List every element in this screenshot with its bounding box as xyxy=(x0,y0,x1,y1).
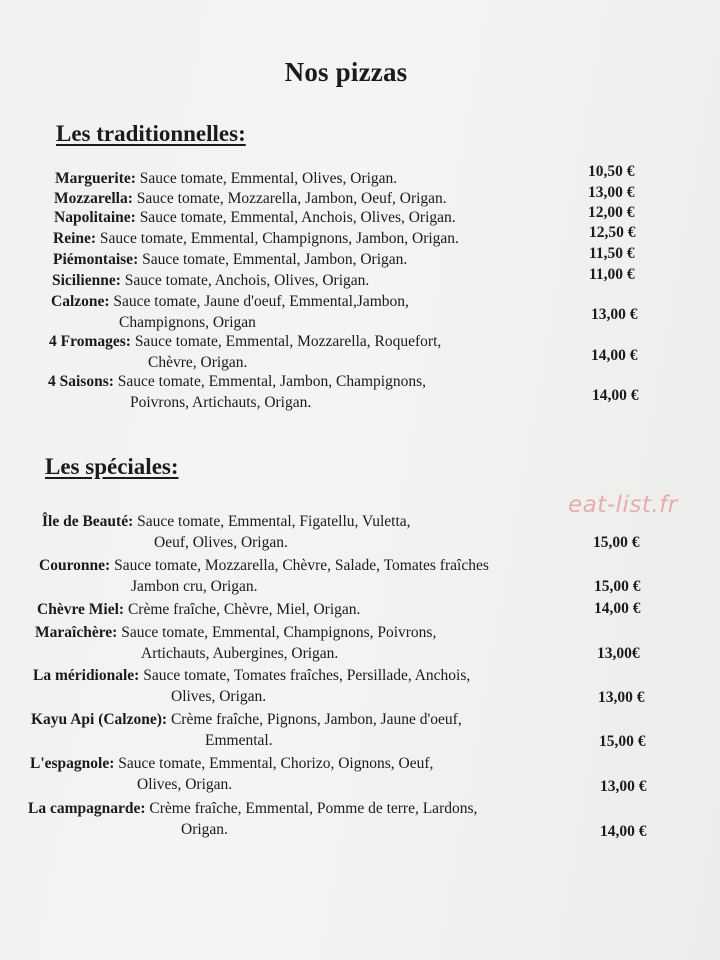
menu-item xyxy=(49,332,441,373)
item-desc: Sauce tomate, Emmental, Champignons, Poivrons, xyxy=(121,624,437,641)
item-desc-continued: Artichauts, Aubergines, Origan. xyxy=(141,644,339,662)
item-desc: Sauce tomate, Mozzarella, Chèvre, Salade, Tomates fraîches xyxy=(114,557,489,574)
item-name: Maraîchère: xyxy=(35,624,118,641)
menu-item xyxy=(54,189,447,210)
item-desc: Sauce tomate, Emmental, Anchois, Olives, Origan. xyxy=(139,209,456,226)
item-name: La méridionale: xyxy=(33,667,140,684)
item-name: 4 Fromages: xyxy=(49,333,131,350)
menu-item xyxy=(30,754,433,795)
item-desc-continued: Champignons, Origan xyxy=(119,313,256,331)
item-name: Calzone: xyxy=(51,293,110,310)
item-name: 4 Saisons: xyxy=(48,373,114,390)
item-price: 11,00 € xyxy=(589,266,635,283)
menu-item xyxy=(51,292,409,333)
item-name: Couronne: xyxy=(39,557,111,574)
menu-item xyxy=(28,799,477,840)
item-desc-continued: Origan. xyxy=(181,820,228,838)
item-desc: Sauce tomate, Emmental, Jambon, Champignons, xyxy=(117,373,427,390)
item-name: La campagnarde: xyxy=(28,800,146,817)
menu-item xyxy=(39,556,489,597)
item-name: Napolitaine: xyxy=(54,209,136,226)
item-desc: Crème fraîche, Chèvre, Miel, Origan. xyxy=(127,601,361,618)
item-price: 13,00 € xyxy=(598,689,645,706)
item-price: 15,00 € xyxy=(593,534,640,551)
item-desc-continued: Olives, Origan. xyxy=(137,775,233,793)
section-heading-speciales: Les spéciales: xyxy=(45,454,179,479)
item-price: 13,00 € xyxy=(600,778,647,795)
item-desc: Sauce tomate, Anchois, Olives, Origan. xyxy=(124,272,370,289)
item-desc: Sauce tomate, Emmental, Jambon, Origan. xyxy=(142,251,408,268)
item-price: 13,00€ xyxy=(597,645,640,662)
item-desc: Sauce tomate, Emmental, Champignons, Jambon, Origan. xyxy=(99,230,459,247)
item-price: 13,00 € xyxy=(591,306,638,323)
item-name: Reine: xyxy=(53,230,97,247)
menu-item xyxy=(52,271,369,292)
item-price: 13,00 € xyxy=(588,184,635,201)
item-desc-continued: Chèvre, Origan. xyxy=(148,353,248,371)
menu-item xyxy=(48,372,426,413)
page-title: Nos pizzas xyxy=(284,57,408,87)
item-name: Marguerite: xyxy=(55,170,136,187)
item-name: Kayu Api (Calzone): xyxy=(31,711,168,728)
item-price: 14,00 € xyxy=(594,600,641,617)
item-desc: Sauce tomate, Emmental, Chorizo, Oignons, Oeuf, xyxy=(118,755,434,772)
item-price: 14,00 € xyxy=(600,823,647,840)
item-price: 14,00 € xyxy=(591,347,638,364)
item-desc-continued: Oeuf, Olives, Origan. xyxy=(154,533,288,551)
menu-item xyxy=(31,710,462,751)
menu-item xyxy=(33,666,470,707)
item-price: 12,00 € xyxy=(588,204,635,221)
item-desc-continued: Jambon cru, Origan. xyxy=(131,577,258,595)
item-price: 10,50 € xyxy=(588,163,635,180)
menu-item xyxy=(53,250,407,271)
item-price: 11,50 € xyxy=(589,245,635,262)
menu-item xyxy=(42,512,411,553)
menu-item xyxy=(53,229,459,250)
item-desc: Sauce tomate, Tomates fraîches, Persillade, Anchois, xyxy=(143,667,471,684)
menu-item xyxy=(37,600,360,621)
item-name: Île de Beauté: xyxy=(42,513,134,530)
menu-item xyxy=(35,623,436,664)
item-name: Sicilienne: xyxy=(52,272,121,289)
item-desc: Sauce tomate, Emmental, Olives, Origan. xyxy=(139,170,398,187)
item-desc: Sauce tomate, Jaune d'oeuf, Emmental,Jambon, xyxy=(113,293,409,310)
item-desc: Sauce tomate, Emmental, Figatellu, Vuletta, xyxy=(137,513,411,530)
item-price: 15,00 € xyxy=(594,578,641,595)
item-desc: Crème fraîche, Emmental, Pomme de terre, Lardons, xyxy=(149,800,478,817)
item-name: Piémontaise: xyxy=(53,251,139,268)
item-desc-continued: Olives, Origan. xyxy=(171,687,267,705)
item-name: Mozzarella: xyxy=(54,190,133,207)
item-desc: Sauce tomate, Emmental, Mozzarella, Roquefort, xyxy=(134,333,442,350)
item-desc-continued: Poivrons, Artichauts, Origan. xyxy=(130,393,312,411)
item-name: Chèvre Miel: xyxy=(37,601,125,618)
item-name: L'espagnole: xyxy=(30,755,115,772)
item-price: 12,50 € xyxy=(589,224,636,241)
menu-item xyxy=(55,169,397,190)
watermark: eat-list.fr xyxy=(568,492,678,518)
item-price: 14,00 € xyxy=(592,387,639,404)
section-heading-traditionnelles: Les traditionnelles: xyxy=(56,121,246,146)
menu-item xyxy=(54,208,456,229)
item-price: 15,00 € xyxy=(599,733,646,750)
item-desc: Sauce tomate, Mozzarella, Jambon, Oeuf, Origan. xyxy=(136,190,447,207)
item-desc-continued: Emmental. xyxy=(205,731,273,749)
item-desc: Crème fraîche, Pignons, Jambon, Jaune d'oeuf, xyxy=(170,711,462,728)
